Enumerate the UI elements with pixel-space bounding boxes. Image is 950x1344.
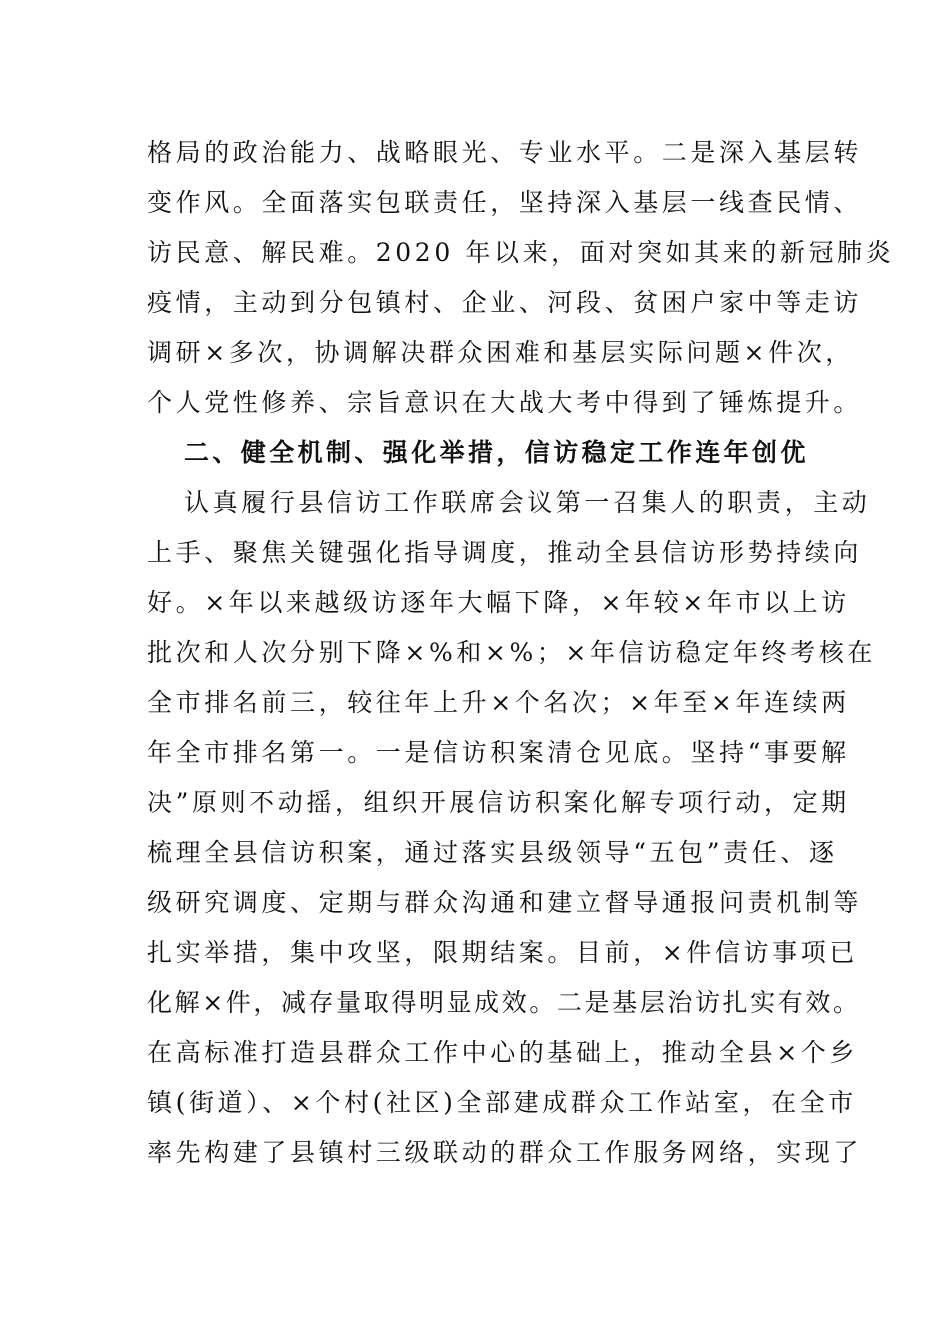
paragraph-line: 访民意、解民难。2020 年以来，面对突如其来的新冠肺炎 [147, 238, 895, 267]
paragraph-line: 镇(街道）、×个村(社区)全部建成群众工作站室，在全市 [147, 1088, 857, 1117]
paragraph-line: 格局的政治能力、战略眼光、专业水平。二是深入基层转 [147, 138, 863, 167]
paragraph-line: 变作风。全面落实包联责任，坚持深入基层一线查民情、 [147, 188, 863, 217]
paragraph-line: 级研究调度、定期与群众沟通和建立督导通报问责机制等 [147, 888, 863, 917]
paragraph-line: 疫情，主动到分包镇村、企业、河段、贫困户家中等走访 [147, 288, 863, 317]
paragraph-line: 在高标准打造县群众工作中心的基础上，推动全县×个乡 [147, 1038, 858, 1067]
paragraph-line: 率先构建了县镇村三级联动的群众工作服务网络，实现了 [147, 1138, 863, 1167]
paragraph-line: 年全市排名第一。一是信访积案清仓见底。坚持“事要解 [147, 738, 850, 767]
paragraph-line: 扎实举措，集中攻坚，限期结案。目前，×件信访事项已 [147, 938, 858, 967]
paragraph-line: 调研×多次，协调解决群众困难和基层实际问题×件次， [147, 338, 854, 367]
section-heading: 二、健全机制、强化举措，信访稳定工作连年创优 [184, 438, 809, 467]
paragraph-line: 上手、聚焦关键强化指导调度，推动全县信访形势持续向 [147, 538, 863, 567]
paragraph-line: 认真履行县信访工作联席会议第一召集人的职责，主动 [184, 488, 871, 517]
paragraph-line: 化解×件，减存量取得明显成效。二是基层治访扎实有效。 [147, 988, 861, 1017]
paragraph-line: 批次和人次分别下降×%和×%；×年信访稳定年终考核在 [147, 638, 876, 667]
paragraph-line: 全市排名前三，较往年上升×个名次；×年至×年连续两 [147, 688, 850, 717]
paragraph-line: 决”原则不动摇，组织开展信访积案化解专项行动，定期 [147, 788, 850, 817]
paragraph-line: 好。×年以来越级访逐年大幅下降，×年较×年市以上访 [147, 588, 850, 617]
paragraph-line: 个人党性修养、宗旨意识在大战大考中得到了锤炼提升。 [147, 388, 863, 417]
paragraph-line: 梳理全县信访积案，通过落实县级领导“五包”责任、逐 [147, 838, 838, 867]
